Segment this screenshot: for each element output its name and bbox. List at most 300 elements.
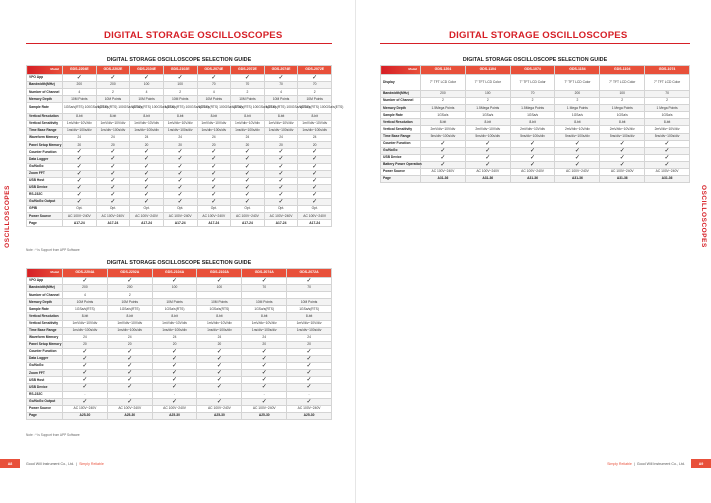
check-icon	[264, 199, 298, 206]
table-row	[27, 348, 332, 355]
check-icon: ✓	[574, 154, 580, 161]
check-icon: ✓	[82, 278, 88, 285]
spec-value: 1GSa/s(RTS)	[152, 306, 197, 313]
spec-value: 70	[264, 82, 298, 89]
check-icon: ✓	[127, 356, 133, 363]
check-icon: ✓	[177, 170, 183, 177]
spec-value: AC 100V~240V	[130, 213, 164, 220]
check-icon	[96, 177, 130, 184]
check-icon: ✓	[278, 163, 284, 170]
spec-value: 1.5Mega Points	[510, 105, 555, 112]
check-icon	[465, 147, 510, 154]
check-icon	[287, 356, 332, 363]
spec-value: 1 Mega Points	[600, 105, 645, 112]
check-icon	[298, 163, 332, 170]
spec-label: Memory Depth	[27, 96, 63, 103]
spec-value: 1GSa/s	[600, 112, 645, 119]
slogan: Simply Reliable	[79, 461, 104, 466]
check-icon	[465, 140, 510, 147]
table-row	[27, 327, 332, 334]
spec-value: 5ns/div~100s/div	[465, 133, 510, 140]
spec-value: 20	[197, 142, 231, 149]
spec-value: 1ns/div~100s/div	[264, 128, 298, 135]
check-icon: ✓	[82, 356, 88, 363]
table-row	[27, 370, 332, 377]
spec-value: 1mV/div~10V/div	[287, 320, 332, 327]
spec-label: Go/NoGo Output	[27, 398, 63, 405]
spec-value: 1GSa/s	[555, 112, 600, 119]
spec-value: 10M Points	[287, 299, 332, 306]
section-title-1: DIGITAL STORAGE OSCILLOSCOPE SELECTION GUIDE	[106, 57, 252, 63]
check-icon: ✓	[110, 163, 116, 170]
check-icon: ✓	[110, 149, 116, 156]
check-icon: ✓	[216, 278, 222, 285]
table-row	[27, 334, 332, 341]
spec-value: 200	[107, 285, 152, 292]
check-icon: ✓	[485, 161, 491, 168]
spec-label: Time Base Range	[27, 327, 63, 334]
spec-value: 24	[242, 334, 287, 341]
check-icon	[242, 356, 287, 363]
spec-value: AC 100V~240V	[152, 405, 197, 412]
check-icon: ✓	[485, 154, 491, 161]
spec-value: 1GSa/s(RTS) 100GSa/s(ETS)	[298, 103, 332, 114]
table-row	[27, 285, 332, 292]
spec-label: Go/NoGo	[381, 147, 421, 154]
spec-value: 1 Mega Points	[555, 105, 600, 112]
check-icon: ✓	[440, 154, 446, 161]
check-icon: ✓	[312, 177, 318, 184]
spec-value: 10M Points	[197, 96, 231, 103]
check-icon: ✓	[244, 156, 250, 163]
check-icon: ✓	[110, 199, 116, 206]
check-icon: ✓	[76, 75, 82, 82]
spec-value: 8-bit	[264, 113, 298, 120]
check-icon	[298, 149, 332, 156]
spec-value: 24	[298, 135, 332, 142]
spec-value: 8-bit	[421, 119, 466, 126]
spec-label: Vertical Sensitivity	[27, 120, 63, 127]
check-icon: ✓	[440, 147, 446, 154]
spec-value: 200	[63, 285, 108, 292]
table-row	[27, 412, 332, 419]
table-header-row	[381, 66, 690, 75]
check-icon	[63, 278, 108, 285]
spec-value: Opt.	[231, 206, 265, 213]
check-icon	[63, 170, 97, 177]
spec-value: 20	[163, 142, 197, 149]
spec-label: Zoom FFT	[27, 170, 63, 177]
table-row	[27, 184, 332, 191]
spec-value: 1mV/div~10V/div	[264, 120, 298, 127]
check-icon: ✓	[306, 278, 312, 285]
left-page	[0, 0, 355, 503]
table-row	[27, 82, 332, 89]
table-row	[27, 292, 332, 299]
check-icon: ✓	[144, 75, 150, 82]
check-icon	[231, 163, 265, 170]
spec-value: 24	[163, 135, 197, 142]
spec-value: 70	[242, 285, 287, 292]
model-name: GDS-2204A	[63, 269, 108, 278]
check-icon: ✓	[306, 384, 312, 391]
footer-text-right: Simply Reliable | Good Will Instrument Co., Ltd.	[607, 461, 685, 466]
spec-value: 10M Points	[298, 96, 332, 103]
spec-value: 200	[63, 82, 97, 89]
spec-value: AC 100V~240V	[645, 169, 690, 176]
check-icon	[264, 177, 298, 184]
table-row	[381, 161, 690, 168]
selection-table-2	[26, 268, 332, 420]
check-icon	[645, 161, 690, 168]
spec-label: USB Device	[27, 184, 63, 191]
check-icon: ✓	[110, 184, 116, 191]
check-icon	[298, 177, 332, 184]
check-icon: ✓	[144, 163, 150, 170]
table-row	[27, 384, 332, 391]
check-icon	[63, 75, 97, 82]
spec-value: Opt.	[63, 206, 97, 213]
table-row	[381, 154, 690, 161]
spec-value: AC 100V~240V	[163, 213, 197, 220]
spec-value: 24	[197, 334, 242, 341]
model-name: GDS-1074	[645, 66, 690, 75]
check-icon	[130, 149, 164, 156]
table-row	[381, 169, 690, 176]
spec-value: 1ns/div~100s/div	[163, 128, 197, 135]
spec-value: -	[242, 391, 287, 398]
spec-value: 2mV/div~10V/div	[465, 126, 510, 133]
spec-label: Zoom FFT	[27, 370, 63, 377]
check-icon: ✓	[244, 163, 250, 170]
spec-value: 2	[107, 292, 152, 299]
spec-value	[242, 292, 287, 299]
spec-value: 8-bit	[197, 113, 231, 120]
spec-label: Vertical Sensitivity	[381, 126, 421, 133]
table-row	[27, 177, 332, 184]
check-icon: ✓	[619, 140, 625, 147]
check-icon: ✓	[82, 363, 88, 370]
spec-value: A17-24	[130, 220, 164, 227]
check-icon	[287, 348, 332, 355]
model-header-label: Model	[27, 66, 63, 75]
check-icon: ✓	[530, 140, 536, 147]
spec-value: 70	[197, 82, 231, 89]
spec-value: 20	[298, 142, 332, 149]
check-icon	[152, 363, 197, 370]
check-icon: ✓	[312, 163, 318, 170]
check-icon: ✓	[619, 147, 625, 154]
spec-value: 10M Points	[130, 96, 164, 103]
check-icon: ✓	[530, 154, 536, 161]
model-name: GDS-1154	[555, 66, 600, 75]
spec-label: Go/NoGo	[27, 163, 63, 170]
spec-value: 1ns/div~100s/div	[107, 327, 152, 334]
spec-label: Memory Depth	[27, 299, 63, 306]
model-name: GDS-2072A	[287, 269, 332, 278]
title-rule-right	[380, 43, 690, 44]
table-row	[27, 278, 332, 285]
spec-value: AC 100V~240V	[510, 169, 555, 176]
check-icon: ✓	[211, 170, 217, 177]
check-icon: ✓	[244, 149, 250, 156]
page-title-left: DIGITAL STORAGE OSCILLOSCOPES	[104, 30, 283, 41]
check-icon	[197, 199, 231, 206]
model-name: GDS-2204E	[63, 66, 97, 75]
check-icon: ✓	[664, 140, 670, 147]
check-icon: ✓	[306, 363, 312, 370]
check-icon: ✓	[211, 149, 217, 156]
spec-label: Data Logger	[27, 356, 63, 363]
check-icon	[197, 191, 231, 198]
check-icon: ✓	[144, 156, 150, 163]
check-icon: ✓	[216, 398, 222, 405]
check-icon: ✓	[664, 161, 670, 168]
spec-label: Vertical Resolution	[27, 313, 63, 320]
check-icon: ✓	[278, 191, 284, 198]
check-icon	[163, 170, 197, 177]
check-icon: ✓	[82, 384, 88, 391]
check-icon: ✓	[216, 348, 222, 355]
check-icon	[197, 370, 242, 377]
check-icon: ✓	[211, 184, 217, 191]
check-icon	[298, 75, 332, 82]
check-icon: ✓	[261, 363, 267, 370]
check-icon	[130, 163, 164, 170]
spec-value: 1mV/div~10V/div	[242, 320, 287, 327]
check-icon	[242, 348, 287, 355]
spec-value: 8-bit	[242, 313, 287, 320]
check-icon: ✓	[261, 356, 267, 363]
spec-value: 24	[130, 135, 164, 142]
spec-value: 70	[298, 82, 332, 89]
check-icon: ✓	[110, 75, 116, 82]
spec-label: Go/NoGo	[27, 363, 63, 370]
spec-value: AC 100V~240V	[107, 405, 152, 412]
spec-label: Sample Rate	[27, 103, 63, 114]
check-icon: ✓	[216, 370, 222, 377]
table-row	[27, 377, 332, 384]
footer-left	[0, 459, 110, 468]
spec-value: 1GSa/s(RTS) 100GSa/s(ETS)	[130, 103, 164, 114]
model-name: GDS-2202E	[96, 66, 130, 75]
page-title-right: DIGITAL STORAGE OSCILLOSCOPES	[449, 30, 628, 41]
check-icon: ✓	[76, 184, 82, 191]
spec-label: VPO App	[27, 75, 63, 82]
check-icon: ✓	[312, 191, 318, 198]
table-row	[27, 149, 332, 156]
check-icon: ✓	[127, 348, 133, 355]
spec-value: 70	[510, 91, 555, 98]
spec-value: A25-30	[63, 412, 108, 419]
spec-label: Counter Function	[27, 149, 63, 156]
company-name: Good Will Instrument Co., Ltd.	[636, 461, 685, 466]
spec-value: 1ns/div~100s/div	[298, 128, 332, 135]
check-icon	[130, 184, 164, 191]
right-page	[356, 0, 711, 503]
spec-value: 1ns/div~100s/div	[231, 128, 265, 135]
spec-value: A31-36	[510, 176, 555, 183]
spec-label: Number of Channel	[381, 98, 421, 105]
spec-value: AC 100V~240V	[63, 213, 97, 220]
check-icon	[63, 384, 108, 391]
spec-value: 8-bit	[163, 113, 197, 120]
spec-value: 20	[197, 341, 242, 348]
spec-value: 24	[197, 135, 231, 142]
check-icon: ✓	[664, 147, 670, 154]
check-icon	[96, 149, 130, 156]
check-icon: ✓	[110, 191, 116, 198]
check-icon	[197, 177, 231, 184]
check-icon: ✓	[306, 356, 312, 363]
spec-value: AC 100V~240V	[63, 405, 108, 412]
spec-value: 24	[152, 334, 197, 341]
spec-label: Time Base Range	[381, 133, 421, 140]
check-icon	[63, 348, 108, 355]
spec-value: 4	[63, 292, 108, 299]
check-icon	[298, 184, 332, 191]
table-row	[27, 170, 332, 177]
spec-value: AC 100V~240V	[421, 169, 466, 176]
check-icon	[197, 377, 242, 384]
check-icon	[107, 398, 152, 405]
spec-value: AC 100V~240V	[465, 169, 510, 176]
check-icon	[96, 170, 130, 177]
spec-value: 8-bit	[600, 119, 645, 126]
model-name: GDS-2074E	[197, 66, 231, 75]
check-icon: ✓	[440, 140, 446, 147]
spec-value: 1GSa/s(RTS)	[242, 306, 287, 313]
check-icon: ✓	[172, 377, 178, 384]
check-icon	[645, 147, 690, 154]
check-icon: ✓	[216, 384, 222, 391]
check-icon	[152, 377, 197, 384]
check-icon: ✓	[127, 278, 133, 285]
check-icon	[130, 199, 164, 206]
spec-label: Bandwidth(MHz)	[381, 91, 421, 98]
check-icon: ✓	[216, 377, 222, 384]
spec-value: Opt.	[130, 206, 164, 213]
check-icon	[107, 377, 152, 384]
check-icon: ✓	[574, 161, 580, 168]
check-icon: ✓	[76, 163, 82, 170]
spec-value: 2	[163, 89, 197, 96]
model-name: GDS-2102A	[197, 269, 242, 278]
spec-label: Vertical Sensitivity	[27, 320, 63, 327]
spec-value: AC 100V~240V	[600, 169, 645, 176]
check-icon	[163, 149, 197, 156]
spec-value: 1GSa/s	[510, 112, 555, 119]
check-icon	[231, 177, 265, 184]
spec-value: 1GSa/s	[421, 112, 466, 119]
check-icon: ✓	[261, 370, 267, 377]
check-icon	[197, 348, 242, 355]
check-icon	[63, 363, 108, 370]
spec-label: Bandwidth(MHz)	[27, 285, 63, 292]
check-icon	[231, 184, 265, 191]
check-icon	[242, 370, 287, 377]
spec-value: AC 100V~240V	[197, 213, 231, 220]
check-icon: ✓	[177, 75, 183, 82]
check-icon	[197, 163, 231, 170]
table-header-row	[27, 66, 332, 75]
spec-value: 200	[555, 91, 600, 98]
check-icon	[264, 191, 298, 198]
spec-value: A31-36	[645, 176, 690, 183]
spec-value: 4	[197, 89, 231, 96]
spec-value: 10M Points	[63, 299, 108, 306]
company-name: Good Will Instrument Co., Ltd.	[26, 461, 75, 466]
spec-value: 1mV/div~10V/div	[197, 120, 231, 127]
check-icon: ✓	[312, 156, 318, 163]
spec-value: 8-bit	[465, 119, 510, 126]
check-icon: ✓	[312, 75, 318, 82]
check-icon	[298, 156, 332, 163]
spec-value: 70	[645, 91, 690, 98]
spec-value	[152, 292, 197, 299]
check-icon	[510, 161, 555, 168]
check-icon	[63, 163, 97, 170]
check-icon	[152, 348, 197, 355]
spec-label: VPO App	[27, 278, 63, 285]
spec-value: A31-36	[465, 176, 510, 183]
check-icon: ✓	[312, 199, 318, 206]
selection-table-3	[380, 65, 690, 183]
spec-value: AC 100V~240V	[264, 213, 298, 220]
check-icon: ✓	[127, 398, 133, 405]
spec-value: A17-24	[231, 220, 265, 227]
check-icon: ✓	[172, 278, 178, 285]
check-icon: ✓	[172, 384, 178, 391]
check-icon: ✓	[278, 75, 284, 82]
spec-label: Power Source	[381, 169, 421, 176]
spec-value: 20	[231, 142, 265, 149]
spec-value: 20	[287, 341, 332, 348]
table-row	[381, 176, 690, 183]
check-icon	[264, 163, 298, 170]
spec-label: Panel Setup Memory	[27, 341, 63, 348]
spec-value: Opt.	[298, 206, 332, 213]
check-icon	[287, 278, 332, 285]
check-icon: ✓	[485, 140, 491, 147]
check-icon	[231, 170, 265, 177]
spec-value: 8-bit	[645, 119, 690, 126]
spec-value: 1.5Mega Points	[421, 105, 466, 112]
check-icon	[130, 156, 164, 163]
check-icon	[130, 75, 164, 82]
check-icon	[96, 163, 130, 170]
spec-value: 7" TFT LCD Color	[510, 75, 555, 91]
check-icon	[197, 75, 231, 82]
spec-value: 8-bit	[197, 313, 242, 320]
check-icon: ✓	[82, 398, 88, 405]
spec-value: 1GSa/s(RTS) 100GSa/s(ETS)	[197, 103, 231, 114]
check-icon: ✓	[76, 191, 82, 198]
spec-label: USB Device	[381, 154, 421, 161]
check-icon: ✓	[144, 191, 150, 198]
check-icon	[96, 156, 130, 163]
table-note-2: Note : * is Support from APP Software	[26, 433, 80, 437]
check-icon	[63, 370, 108, 377]
check-icon: ✓	[76, 156, 82, 163]
model-name: GDS-1104	[600, 66, 645, 75]
spec-value: 1ns/div~100s/div	[130, 128, 164, 135]
spec-value: -	[63, 391, 108, 398]
spec-value: 1.5Mega Points	[465, 105, 510, 112]
spec-value: 2mV/div~10V/div	[555, 126, 600, 133]
spec-value: 8-bit	[107, 313, 152, 320]
check-icon	[510, 154, 555, 161]
